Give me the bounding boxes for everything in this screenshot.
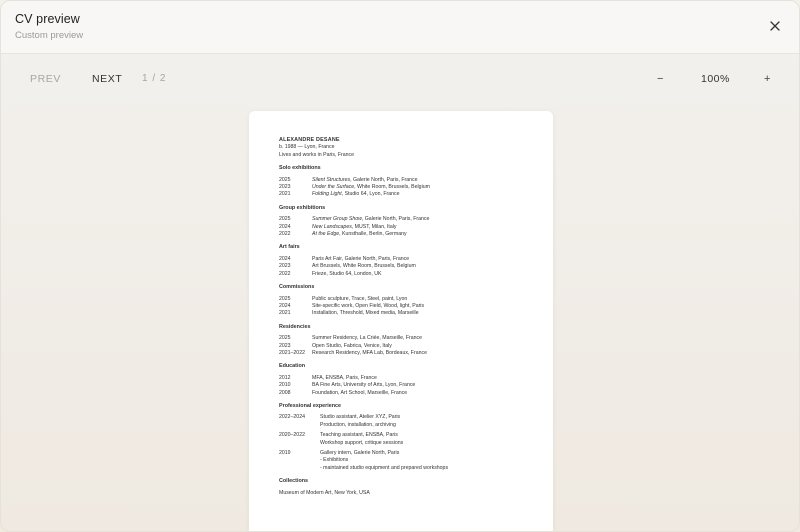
cv-entry: Research Residency, MFA Lab, Bordeaux, France (312, 349, 427, 356)
cv-year: 2008 (279, 389, 291, 396)
cv-entry-title: At the Edge (312, 231, 340, 238)
cv-row (279, 390, 523, 397)
cv-year: 2022 (279, 231, 291, 238)
page-indicator: 1 / 2 (142, 73, 167, 84)
cv-year: 2020–2022 (279, 432, 305, 439)
cv-year: 2023 (279, 263, 291, 270)
cv-entry (312, 216, 429, 223)
experience-line: Workshop support, critique sessions (320, 439, 404, 446)
section-residencies (279, 324, 523, 358)
close-icon (768, 19, 782, 33)
cv-year: 2023 (279, 342, 291, 349)
section-education (279, 363, 523, 397)
section-commissions (279, 284, 523, 318)
cv-row (279, 382, 523, 389)
cv-row (279, 184, 523, 191)
cv-entry-detail: , Studio 64, Lyon, France (341, 191, 400, 198)
cv-entry: Frieze, Studio 64, London, UK (312, 270, 382, 277)
preview-toolbar (1, 73, 799, 89)
experience-details (320, 450, 448, 472)
cv-year: 2025 (279, 176, 291, 183)
section-experience (279, 403, 523, 472)
cv-row (279, 263, 523, 270)
cv-entry: Open Studio, Fabrica, Venice, Italy (312, 342, 392, 349)
section-title: Art fairs (279, 244, 300, 251)
cv-page (249, 111, 553, 532)
cv-year: 2025 (279, 335, 291, 342)
experience-line: - Exhibitions (320, 457, 349, 464)
zoom-level: 100% (701, 73, 730, 85)
cv-year: 2024 (279, 255, 291, 262)
cv-year: 2021–2022 (279, 349, 305, 356)
cv-year: 2021 (279, 191, 291, 198)
experience-line: - maintained studio equipment and prepared workshops (320, 464, 449, 471)
experience-details (320, 414, 400, 429)
experience-details (320, 432, 403, 447)
cv-row (279, 296, 523, 303)
cv-entry-detail: , Galerie North, Paris, France (350, 176, 418, 183)
cv-entry (312, 231, 407, 238)
section-title: Group exhibitions (279, 204, 326, 211)
dialog-header (1, 1, 799, 54)
cv-row (279, 335, 523, 342)
cv-entry: Site-specific work, Open Field, Wood, light, Paris (312, 302, 425, 309)
cv-entry: Museum of Modern Art, New York, USA (279, 489, 370, 496)
cv-row (279, 216, 523, 223)
cv-name: ALEXANDRE DESANE (279, 137, 340, 143)
cv-document (279, 137, 523, 497)
cv-entry-detail: , Kunsthalle, Berlin, Germany (339, 231, 407, 238)
cv-row (279, 224, 523, 231)
cv-year: 2023 (279, 184, 291, 191)
cv-row (279, 271, 523, 278)
section-title: Education (279, 363, 306, 370)
cv-row (279, 256, 523, 263)
section-collections (279, 478, 523, 497)
cv-entry-detail: , Galerie North, Paris, France (361, 216, 430, 223)
experience-entry (279, 450, 523, 472)
cv-entry-title: Folding Light (312, 191, 342, 198)
experience-line: Teaching assistant, ENSBA, Paris (320, 432, 398, 439)
cv-residence: Lives and works in Paris, France (279, 151, 354, 158)
cv-birth: b. 1988 — Lyon, France (279, 144, 335, 151)
dialog-title: CV preview (15, 12, 80, 26)
cv-year: 2024 (279, 302, 291, 309)
cv-entry: Summer Residency, La Criée, Marseille, France (312, 335, 423, 342)
cv-row (279, 310, 523, 317)
cv-year: 2021 (279, 310, 291, 317)
cv-year: 2022 (279, 270, 291, 277)
cv-entry-title: Under the Surface (312, 184, 355, 191)
experience-line: Studio assistant, Atelier XYZ, Paris (320, 414, 401, 421)
section-title: Professional experience (279, 402, 342, 409)
cv-row (279, 375, 523, 382)
cv-entry (312, 191, 400, 198)
experience-entry (279, 432, 523, 447)
cv-entry (312, 224, 396, 231)
cv-row (279, 177, 523, 184)
section-title: Collections (279, 478, 309, 485)
cv-entry: Paris Art Fair, Galerie North, Paris, France (312, 255, 410, 262)
cv-year: 2024 (279, 223, 291, 230)
cv-year: 2022–2024 (279, 414, 305, 421)
close-button[interactable] (768, 19, 782, 33)
cv-entry: BA Fine Arts, University of Arts, Lyon, France (312, 382, 416, 389)
experience-entry (279, 414, 523, 429)
cv-year: 2025 (279, 295, 291, 302)
cv-entry-detail: , MUST, Milan, Italy (351, 223, 397, 230)
cv-year: 2012 (279, 374, 291, 381)
cv-row (279, 231, 523, 238)
cv-entry: Public sculpture, Trace, Steel, paint, Lyon (312, 295, 408, 302)
prev-button[interactable]: PREV (30, 73, 61, 85)
section-title: Commissions (279, 284, 315, 291)
section-solo (279, 165, 523, 199)
cv-entry-title: New Landscapes (312, 223, 352, 230)
section-art-fairs (279, 244, 523, 278)
cv-row (279, 303, 523, 310)
section-group (279, 205, 523, 239)
dialog-subtitle: Custom preview (15, 30, 84, 41)
cv-entry (312, 177, 418, 184)
zoom-out-button[interactable]: − (657, 73, 664, 85)
cv-entry-title: Summer Group Show (312, 216, 362, 223)
cv-entry: Installation, Threshold, Mixed media, Marseille (312, 310, 419, 317)
cv-entry: Art Brussels, White Room, Brussels, Belgium (312, 263, 416, 270)
section-title: Solo exhibitions (279, 165, 321, 172)
cv-year: 2019 (279, 450, 291, 456)
experience-line: Gallery intern, Galerie North, Paris (320, 450, 400, 456)
zoom-in-button[interactable]: + (764, 73, 771, 85)
cv-year: 2025 (279, 216, 291, 223)
cv-row (279, 350, 523, 357)
cv-year: 2010 (279, 382, 291, 389)
cv-entry: MFA, ENSBA, Paris, France (312, 374, 377, 381)
cv-row (279, 191, 523, 198)
cv-entry: Foundation, Art School, Marseille, France (312, 389, 408, 396)
cv-entry-detail: , White Room, Brussels, Belgium (354, 184, 430, 191)
experience-line: Production, installation, archiving (320, 421, 396, 428)
next-button[interactable]: NEXT (92, 73, 123, 85)
cv-entry-title: Silent Structures (312, 176, 351, 183)
section-title: Residencies (279, 323, 311, 330)
cv-row (279, 343, 523, 350)
cv-entry (312, 184, 430, 191)
